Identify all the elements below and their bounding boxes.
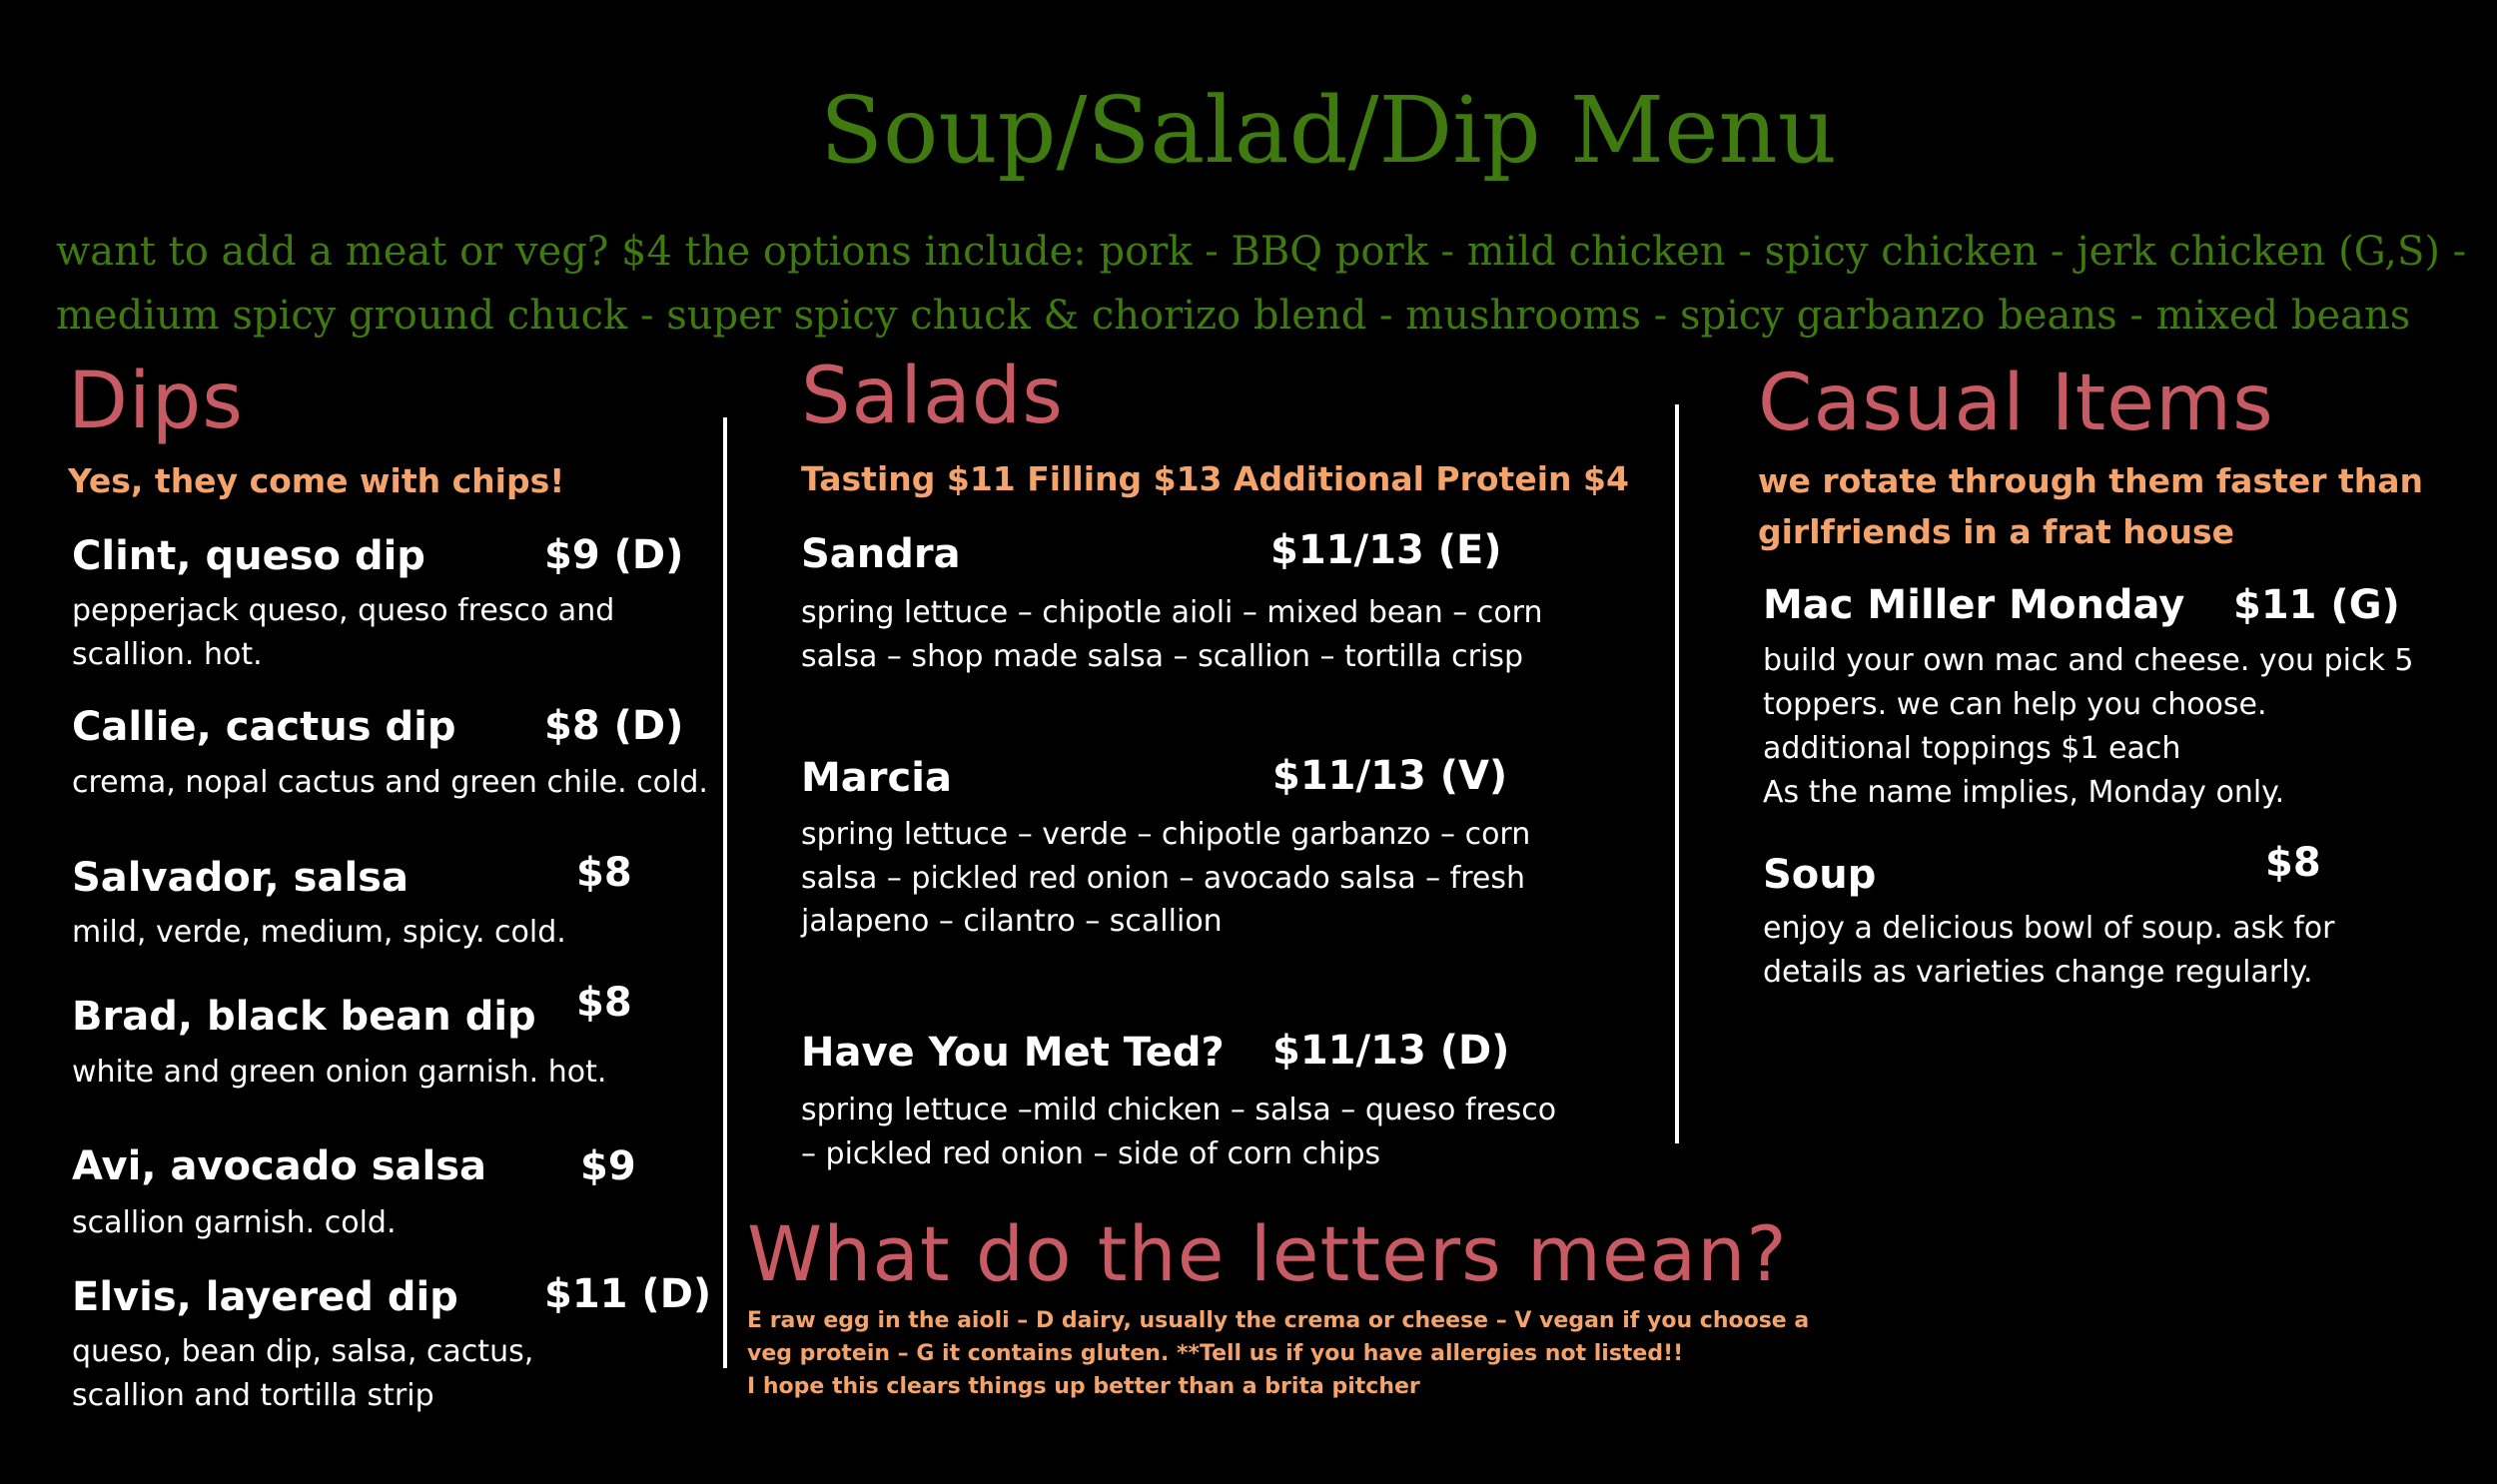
addon-line-1: want to add a meat or veg? $4 the options include: pork - BBQ pork - mild chicken - spicy chicken - jerk chicken (G,S) - xyxy=(56,229,2467,275)
dips-heading: Dips xyxy=(68,357,244,446)
dip-name: Salvador, salsa xyxy=(72,855,409,901)
letters-line-1: E raw egg in the aioli – D dairy, usually the crema or cheese – V vegan if you choose a xyxy=(747,1308,1810,1333)
letters-heading: What do the letters mean? xyxy=(747,1209,1788,1298)
dip-name: Elvis, layered dip xyxy=(72,1274,458,1320)
casual-description-extra: additional toppings $1 each xyxy=(1763,731,2181,766)
letters-line-2: veg protein – G it contains gluten. **Tell us if you have allergies not listed!! xyxy=(747,1341,1684,1366)
letters-line-3: I hope this clears things up better than a brita pitcher xyxy=(747,1374,1420,1399)
dip-name: Clint, queso dip xyxy=(72,533,425,579)
divider-right xyxy=(1675,404,1679,1143)
salad-name: Sandra xyxy=(801,531,961,577)
dip-price: $9 (D) xyxy=(544,532,684,578)
dip-description: scallion garnish. cold. xyxy=(72,1205,397,1240)
dip-name: Avi, avocado salsa xyxy=(72,1143,487,1189)
dip-price: $8 xyxy=(576,980,632,1026)
casual-name: Mac Miller Monday xyxy=(1763,582,2185,628)
casual-name: Soup xyxy=(1763,852,1877,898)
dip-description: pepperjack queso, queso fresco and scallion. hot. xyxy=(72,593,615,672)
salad-name: Have You Met Ted? xyxy=(801,1030,1225,1076)
dip-description: queso, bean dip, salsa, cactus, scallion and tortilla strip xyxy=(72,1334,534,1413)
dip-price: $9 xyxy=(580,1143,636,1189)
dips-subtitle: Yes, they come with chips! xyxy=(68,461,565,500)
salad-description: spring lettuce –mild chicken – salsa – queso fresco – pickled red onion – side of corn chips xyxy=(801,1093,1557,1171)
salad-price: $11/13 (D) xyxy=(1272,1028,1510,1074)
dip-price: $11 (D) xyxy=(544,1271,712,1317)
salad-description: spring lettuce – chipotle aioli – mixed bean – corn salsa – shop made salsa – scallion – tortilla crisp xyxy=(801,595,1543,674)
dip-description: white and green onion garnish. hot. xyxy=(72,1055,607,1090)
salads-heading: Salads xyxy=(801,352,1064,441)
casual-price: $8 xyxy=(2265,840,2321,886)
salads-subtitle: Tasting $11 Filling $13 Additional Protein $4 xyxy=(801,459,1629,498)
casual-description: enjoy a delicious bowl of soup. ask for details as varieties change regularly. xyxy=(1763,911,2335,990)
dip-description: crema, nopal cactus and green chile. cold. xyxy=(72,765,708,800)
casual-description: build your own mac and cheese. you pick 5 toppers. we can help you choose. xyxy=(1763,643,2414,722)
dip-name: Brad, black bean dip xyxy=(72,994,536,1040)
casual-subtitle: we rotate through them faster than girlfriends in a frat house xyxy=(1758,461,2424,552)
dip-price: $8 xyxy=(576,850,632,896)
salad-price: $11/13 (E) xyxy=(1270,527,1502,573)
divider-left xyxy=(723,417,727,1368)
addon-line-2: medium spicy ground chuck - super spicy chuck & chorizo blend - mushrooms - spicy garbanzo beans - mixed beans xyxy=(56,293,2411,339)
casual-price: $11 (G) xyxy=(2233,582,2400,628)
salad-price: $11/13 (V) xyxy=(1272,753,1508,799)
menu-title: Soup/Salad/Dip Menu xyxy=(819,77,1838,184)
dip-name: Callie, cactus dip xyxy=(72,704,456,750)
salad-description: spring lettuce – verde – chipotle garbanzo – corn salsa – pickled red onion – avocado salsa – fresh jalapeno – cilantro – scallion xyxy=(801,817,1531,939)
salad-name: Marcia xyxy=(801,755,952,801)
casual-description-note: As the name implies, Monday only. xyxy=(1763,775,2285,810)
casual-heading: Casual Items xyxy=(1758,359,2274,448)
dip-price: $8 (D) xyxy=(544,703,684,749)
dip-description: mild, verde, medium, spicy. cold. xyxy=(72,915,566,950)
